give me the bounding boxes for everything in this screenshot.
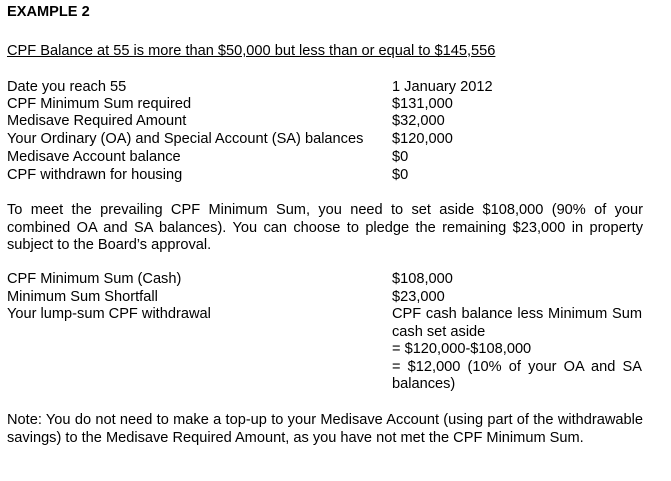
detail-label-date: Date you reach 55 <box>7 79 127 95</box>
summary-value-cash: $108,000 <box>392 271 453 287</box>
withdrawal-description: CPF cash balance less Minimum Sum cash set aside <box>392 306 642 340</box>
summary-label-withdrawal: Your lump-sum CPF withdrawal <box>7 306 211 322</box>
detail-value-minimum-sum: $131,000 <box>392 96 453 112</box>
detail-value-medisave-balance: $0 <box>392 149 409 165</box>
page-title: EXAMPLE 2 <box>7 4 90 20</box>
summary-value-withdrawal <box>392 306 642 394</box>
summary-value-shortfall: $23,000 <box>392 289 445 305</box>
detail-label-minimum-sum: CPF Minimum Sum required <box>7 96 192 112</box>
detail-value-medisave-required: $32,000 <box>392 113 445 129</box>
detail-label-oa-sa-balances: Your Ordinary (OA) and Special Account (SA) balances <box>7 131 364 147</box>
detail-value-housing-withdrawal: $0 <box>392 167 409 183</box>
detail-value-date: 1 January 2012 <box>392 79 493 95</box>
detail-label-medisave-required: Medisave Required Amount <box>7 113 187 129</box>
detail-label-medisave-balance: Medisave Account balance <box>7 149 181 165</box>
note-paragraph: Note: You do not need to make a top-up to your Medisave Account (using part of the withdrawable savings) to the Medisave Required Amount, as you have not met the CPF Minimum Sum. <box>7 412 643 446</box>
summary-label-cash: CPF Minimum Sum (Cash) <box>7 271 182 287</box>
withdrawal-result: = $12,000 (10% of your OA and SA balances) <box>392 358 642 392</box>
explanation-paragraph: To meet the prevailing CPF Minimum Sum, you need to set aside $108,000 (90% of your combined OA and SA balances). You can choose to pledge the remaining $23,000 in property subject to the Board’s approval. <box>7 202 643 253</box>
detail-value-oa-sa-balances: $120,000 <box>392 131 453 147</box>
withdrawal-calculation: = $120,000-$108,000 <box>392 341 532 357</box>
summary-label-shortfall: Minimum Sum Shortfall <box>7 289 158 305</box>
section-subheading: CPF Balance at 55 is more than $50,000 but less than or equal to $145,556 <box>7 43 496 59</box>
detail-label-housing-withdrawal: CPF withdrawn for housing <box>7 167 183 183</box>
